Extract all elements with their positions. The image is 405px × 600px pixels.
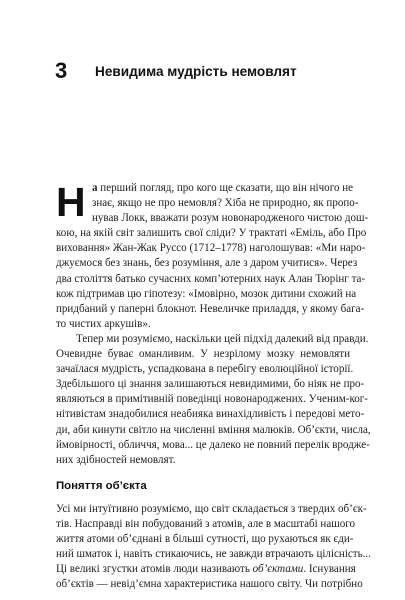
text-line: ймовірності, обличчя, мова... це далеко не повний перелік вродже- xyxy=(56,438,370,451)
text-line: знає, якщо не про немовля? Хіба не природно, як пропо- xyxy=(92,197,359,210)
paragraph-wisdom xyxy=(56,332,371,468)
text-line: кож підтримав цю гіпотезу: «Імовірно, мозок дитини схожий на xyxy=(56,287,357,300)
text-line: джуємося без знань, без розуміння, але з даром учитися». Через xyxy=(56,257,358,270)
text-line: а перший погляд, про кого ще сказати, що він нічого не xyxy=(92,182,354,194)
text-line: два століття батько сучасних комп’ютерних наук Алан Тюрінг та- xyxy=(56,272,366,285)
text-line: придбаний у паперні блокнот. Невеличке приладдя, у якому бага- xyxy=(56,302,365,315)
text-line: виховання» Жан-Жак Руссо (1712–1778) наголошував: «Ми наро- xyxy=(56,242,366,255)
text-line: нітивістам знадобилися неабияка винахідливість і передові мето- xyxy=(56,408,365,421)
paragraph-objects xyxy=(56,502,371,593)
text-line: зачаїлася мудрість, успадкована в перебігу еволюційної історії. xyxy=(56,363,354,376)
text-line: Ці великі згустки атомів люди називають об’єктами. Існування xyxy=(56,563,356,576)
text-line: ний шматок і, навіть стикаючись, не завжди втрачають цілісність... xyxy=(56,548,371,561)
text-line: то чистих аркушів». xyxy=(56,317,151,330)
paragraph-intro xyxy=(56,179,369,332)
text-line: ди, аби кинути світло на численні вміння малюків. Об’єкти, числа, xyxy=(56,423,371,436)
section-heading: Поняття об’єкта xyxy=(56,479,147,492)
text-line: тів. Насправді він побудований з атомів, але в масштабі нашого xyxy=(56,517,356,530)
text-line: являються в примітивній поведінці новонароджених. Ученим-ког- xyxy=(56,393,368,406)
chapter-title: Невидима мудрість немовлят xyxy=(95,64,297,79)
text-line: Тепер ми розуміємо, наскільки цей підхід далекий від правди. xyxy=(76,332,369,345)
chapter-body-text xyxy=(56,179,371,592)
text-line: нував Локк, вважати розум новонародженого чистою дош- xyxy=(92,212,369,225)
text-line: них здібностей немовлят. xyxy=(56,453,176,466)
chapter-number: 3 xyxy=(55,58,68,83)
text-line: життя атоми об’єднані в більші сутності, що рухаються як єди- xyxy=(56,532,354,545)
text-line: Усі ми інтуїтивно розуміємо, що світ складається з твердих об’єк- xyxy=(56,502,367,515)
drop-cap: Н xyxy=(56,179,86,225)
text-line: Очевидне буває оманливим. У незрілому мозку немовляти xyxy=(56,348,350,361)
emphasized-term: об’єктами xyxy=(252,563,304,576)
text-line: об’єктів — невід’ємна характеристика нашого світу. Чи потрібно xyxy=(56,578,363,591)
text-line: кою, на якій світ залишить свої сліди? У трактаті «Еміль, або Про xyxy=(56,227,367,240)
text-line: Здебільшого ці знання залишаються невидимими, бо ніяк не про- xyxy=(56,378,365,391)
